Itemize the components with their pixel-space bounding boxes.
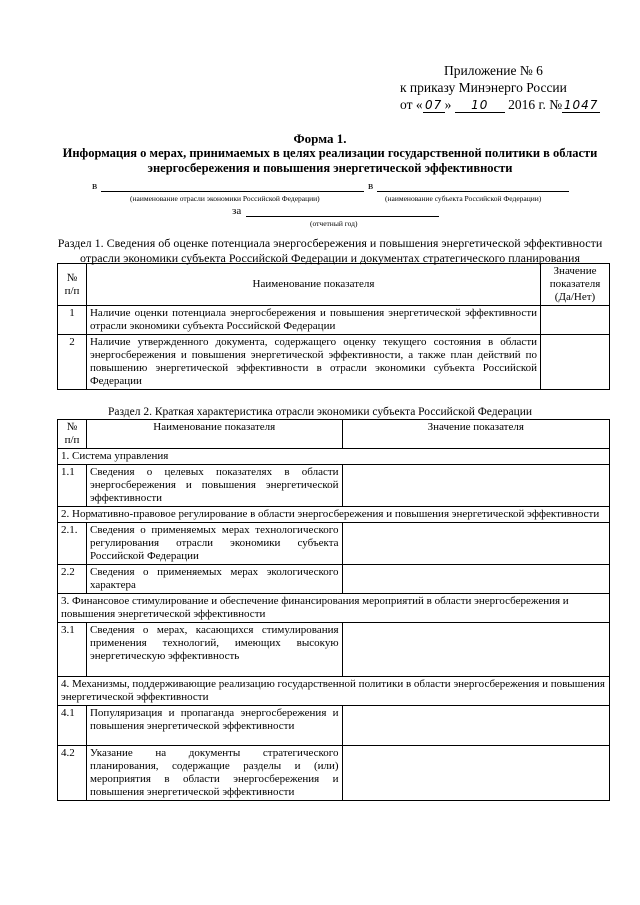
period-caption: (отчетный год) [310, 219, 358, 228]
group-title: 3. Финансовое стимулирование и обеспечение финансирования мероприятий в области энергосбережения и повышения энергетической эффективности [58, 594, 610, 623]
table-row [58, 565, 610, 594]
section1-table [57, 263, 610, 390]
group-row [58, 507, 610, 523]
row-number: 2.2 [58, 565, 87, 594]
group-title: 2. Нормативно-правовое регулирование в области энергосбережения и повышения энергетической эффективности [58, 507, 610, 523]
section2-title: Раздел 2. Краткая характеристика отрасли экономики субъекта Российской Федерации [107, 406, 533, 418]
table-row [58, 746, 610, 801]
col-header-name: Наименование показателя [86, 264, 540, 306]
sector-caption: (наименование отрасли экономики Российской Федерации) [130, 194, 320, 203]
col-header-value: Значение показателя (Да/Нет) [541, 264, 610, 306]
table-row [58, 306, 610, 335]
row-text: Сведения о целевых показателях в области энергосбережения и повышения энергетической эффективности [86, 465, 342, 507]
row-number: 1 [58, 306, 87, 335]
group-row [58, 449, 610, 465]
date-mid: » [444, 97, 452, 112]
row-number: 2 [58, 335, 87, 390]
subject-field-line[interactable] [377, 191, 569, 192]
row-text: Наличие утвержденного документа, содержащего оценку текущего состояния в области энергосбережения и повышения энергетической эффективности, а также план действий по повышению энергетической эффективности в отрасли экономики субъекта Российской Федерации [86, 335, 540, 390]
row-value-cell[interactable] [342, 706, 609, 746]
row-value-cell[interactable] [342, 623, 609, 677]
row-text: Популяризация и пропаганда энергосбережения и повышения энергетической эффективности [86, 706, 342, 746]
row-number: 2.1. [58, 523, 87, 565]
row-value-cell[interactable] [342, 746, 609, 801]
section1-title: Раздел 1. Сведения об оценке потенциала энергосбережения и повышения энергетической эффективности отрасли экономики субъекта Российской Федерации и документах стратегического планирования [57, 236, 603, 265]
prefix-v-2: в [368, 180, 374, 192]
prefix-v-1: в [92, 180, 98, 192]
row-text: Наличие оценки потенциала энергосбережения и повышения энергетической эффективности отрасли экономики субъекта Российской Федерации [86, 306, 540, 335]
table-row [58, 465, 610, 507]
row-text: Указание на документы стратегического планирования, содержащие разделы и (или) мероприятия в области энергосбережения и повышения энергетической эффективности [86, 746, 342, 801]
row-value-cell[interactable] [342, 523, 609, 565]
form-title: Форма 1. [293, 131, 347, 146]
row-text: Сведения о мерах, касающихся стимулирования применения технологий, имеющих высокую энергетическую эффективность [86, 623, 342, 677]
table-row [58, 706, 610, 746]
row-value-cell[interactable] [541, 306, 610, 335]
row-value-cell[interactable] [342, 565, 609, 594]
col-header-num: № п/п [58, 420, 87, 449]
table-row [58, 623, 610, 677]
date-day: 07 [423, 98, 445, 113]
row-number: 4.1 [58, 706, 87, 746]
appendix-order: к приказу Минэнерго России [400, 80, 567, 95]
row-number: 4.2 [58, 746, 87, 801]
document-heading: Информация о мерах, принимаемых в целях реализации государственной политики в области энергосбережения и повышения энергетической эффективности [62, 146, 598, 175]
row-value-cell[interactable] [342, 465, 609, 507]
order-number: 1047 [563, 98, 599, 112]
date-year: 2016 г. № [508, 97, 563, 112]
prefix-za: за [232, 205, 242, 217]
row-value-cell[interactable] [541, 335, 610, 390]
col-header-value: Значение показателя [342, 420, 609, 449]
period-field-line[interactable] [246, 216, 439, 217]
group-row [58, 677, 610, 706]
group-title: 4. Механизмы, поддерживающие реализацию государственной политики в области энергосбережения и повышения энергетической эффективности [58, 677, 610, 706]
group-row [58, 594, 610, 623]
group-title: 1. Система управления [58, 449, 610, 465]
row-number: 1.1 [58, 465, 87, 507]
date-month: 10 [455, 98, 505, 113]
col-header-name: Наименование показателя [86, 420, 342, 449]
appendix-date-line [400, 96, 630, 113]
section2-table [57, 419, 610, 801]
subject-caption: (наименование субъекта Российской Федерации) [385, 194, 542, 203]
appendix-block [400, 62, 630, 113]
date-prefix: от « [400, 97, 423, 112]
table-row [58, 523, 610, 565]
row-text: Сведения о применяемых мерах экологического характера [86, 565, 342, 594]
appendix-title: Приложение № 6 [444, 63, 543, 78]
table-row [58, 335, 610, 390]
sector-field-line[interactable] [101, 191, 364, 192]
row-number: 3.1 [58, 623, 87, 677]
row-text: Сведения о применяемых мерах технологического регулирования отрасли экономики субъекта Российской Федерации [86, 523, 342, 565]
col-header-num: № п/п [58, 264, 87, 306]
